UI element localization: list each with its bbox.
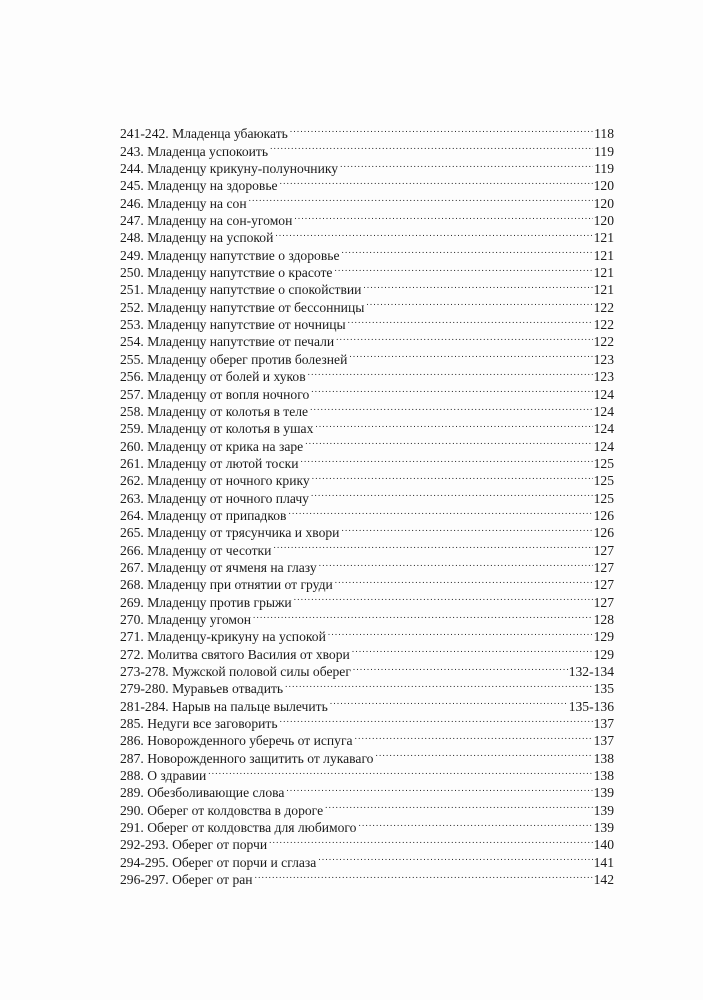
dot-leader	[308, 364, 593, 381]
dot-leader	[294, 208, 592, 225]
toc-entry-page-number: 138	[593, 750, 614, 766]
dot-leader	[294, 589, 593, 606]
dot-leader	[288, 503, 592, 520]
toc-entry-title: 247. Младенцу на сон-угомон	[120, 213, 293, 229]
toc-entry-title: 279-280. Муравьев отвадить	[120, 681, 284, 697]
toc-entry-page-number: 139	[593, 802, 614, 818]
dot-leader	[341, 520, 592, 537]
dot-leader	[275, 225, 592, 242]
toc-entry-page-number: 128	[593, 611, 614, 627]
dot-leader	[336, 329, 592, 346]
toc-entry-page-number: 120	[593, 195, 614, 211]
toc-entry-title: 290. Оберег от колдовства в дороге	[120, 802, 324, 818]
dot-leader	[301, 451, 593, 468]
toc-entry-title: 250. Младенцу напутствие о красоте	[120, 265, 333, 281]
table-of-contents	[120, 121, 614, 888]
toc-entry-title: 268. Младенцу при отнятии от груди	[120, 577, 333, 593]
toc-entry-title: 243. Младенца успокоить	[120, 143, 269, 159]
toc-entry-title: 253. Младенцу напутствие от ночницы	[120, 317, 346, 333]
dot-leader	[208, 763, 592, 780]
dot-leader	[312, 468, 593, 485]
toc-entry-title: 296-297. Оберег от ран	[120, 872, 253, 888]
dot-leader	[286, 780, 592, 797]
dot-leader	[319, 555, 593, 572]
dot-leader	[249, 190, 593, 207]
dot-leader	[352, 641, 593, 658]
dot-leader	[366, 294, 592, 311]
toc-entry-page-number: 119	[594, 161, 614, 177]
toc-entry-title: 291. Оберег от колдовства для любимого	[120, 820, 357, 836]
toc-entry-title: 244. Младенцу крикуну-полуночнику	[120, 161, 339, 177]
toc-entry-title: 252. Младенцу напутствие от бессонницы	[120, 299, 365, 315]
toc-entry-title: 241-242. Младенца убаюкать	[120, 126, 288, 142]
toc-entry-page-number: 121	[593, 265, 614, 281]
toc-entry-page-number: 120	[593, 213, 614, 229]
toc-entry-title: 292-293. Оберег от порчи	[120, 837, 268, 853]
toc-entry-page-number: 119	[594, 143, 614, 159]
dot-leader	[253, 607, 593, 624]
toc-entry-page-number: 125	[593, 490, 614, 506]
toc-entry-title: 263. Младенцу от ночного плачу	[120, 490, 309, 506]
toc-entry-page-number: 120	[593, 178, 614, 194]
toc-entry-title: 271. Младенцу-крикуну на успокой	[120, 629, 326, 645]
toc-entry-title: 246. Младенцу на сон	[120, 195, 247, 211]
toc-entry-title: 260. Младенцу от крика на заре	[120, 438, 304, 454]
toc-entry-title: 267. Младенцу от ячменя на глазу	[120, 559, 317, 575]
dot-leader	[311, 381, 592, 398]
dot-leader	[330, 693, 568, 710]
toc-entry-page-number: 126	[593, 525, 614, 541]
toc-entry-title: 255. Младенцу оберег против болезней	[120, 351, 348, 367]
toc-entry-page-number: 124	[593, 403, 614, 419]
toc-entry-page-number: 127	[593, 559, 614, 575]
toc-entry-title: 270. Младенцу угомон	[120, 611, 252, 627]
toc-entry-title: 248. Младенцу на успокой	[120, 230, 274, 246]
dot-leader	[280, 173, 593, 190]
dot-leader	[273, 537, 592, 554]
toc-entry-title: 264. Младенцу от припадков	[120, 507, 287, 523]
toc-entry-title: 289. Обезболивающие слова	[120, 785, 285, 801]
toc-entry-page-number: 122	[593, 317, 614, 333]
toc-entry-page-number: 127	[593, 594, 614, 610]
dot-leader	[335, 572, 593, 589]
toc-entry-page-number: 125	[593, 473, 614, 489]
dot-leader	[353, 659, 568, 676]
dot-leader	[285, 676, 592, 693]
dot-leader	[363, 277, 592, 294]
dot-leader	[269, 832, 593, 849]
toc-entry-page-number: 121	[593, 230, 614, 246]
toc-entry-title: 262. Младенцу от ночного крику	[120, 473, 310, 489]
toc-entry-page-number: 124	[593, 421, 614, 437]
toc-entry-title: 256. Младенцу от болей и хуков	[120, 369, 306, 385]
toc-entry-page-number: 129	[593, 629, 614, 645]
toc-entry-page-number: 125	[593, 455, 614, 471]
dot-leader	[318, 849, 592, 866]
toc-entry-title: 286. Новорожденного уберечь от испуга	[120, 733, 353, 749]
toc-entry-page-number: 127	[593, 542, 614, 558]
dot-leader	[290, 121, 593, 138]
toc-entry-title: 269. Младенцу против грыжи	[120, 594, 292, 610]
toc-entry-title: 265. Младенцу от трясунчика и хвори	[120, 525, 340, 541]
toc-entry-page-number: 140	[593, 837, 614, 853]
toc-entry-title: 251. Младенцу напутствие о спокойствии	[120, 282, 362, 298]
toc-entry-title: 258. Младенцу от колотья в теле	[120, 403, 309, 419]
toc-entry-page-number: 135-136	[568, 698, 614, 714]
toc-entry-page-number: 124	[593, 386, 614, 402]
dot-leader	[355, 728, 593, 745]
toc-entry-title: 287. Новорожденного защитить от лукаваго	[120, 750, 374, 766]
dot-leader	[310, 399, 593, 416]
toc-entry-page-number: 139	[593, 785, 614, 801]
toc-entry-title: 249. Младенцу напутствие о здоровье	[120, 247, 340, 263]
dot-leader	[305, 433, 592, 450]
toc-entry-page-number: 139	[593, 820, 614, 836]
toc-entry-page-number: 121	[593, 282, 614, 298]
toc-entry-title: 288. О здравии	[120, 768, 207, 784]
toc-entry-page-number: 135	[593, 681, 614, 697]
toc-entry-page-number: 123	[593, 369, 614, 385]
toc-entry-page-number: 122	[593, 334, 614, 350]
toc-entry-title: 266. Младенцу от чесотки	[120, 542, 272, 558]
toc-entry-title: 254. Младенцу напутствие от печали	[120, 334, 335, 350]
toc-entry-title: 294-295. Оберег от порчи и сглаза	[120, 854, 317, 870]
toc-entry-title: 273-278. Мужской половой силы оберег	[120, 664, 351, 679]
dot-leader	[375, 745, 592, 762]
toc-entry-page-number: 132-134	[568, 664, 614, 679]
toc-entry-page-number: 126	[593, 507, 614, 523]
toc-entry-title: 257. Младенцу от вопля ночного	[120, 386, 310, 402]
toc-entry-page-number: 124	[593, 438, 614, 454]
dot-leader	[334, 260, 592, 277]
toc-entry-title: 261. Младенцу от лютой тоски	[120, 455, 299, 471]
toc-entry-page-number: 138	[593, 768, 614, 784]
toc-entry	[120, 121, 614, 142]
toc-entry-page-number: 127	[593, 577, 614, 593]
dot-leader	[348, 312, 593, 329]
toc-entry-page-number: 137	[593, 733, 614, 749]
toc-entry-page-number: 118	[594, 126, 614, 142]
dot-leader	[325, 797, 593, 814]
toc-entry-page-number: 121	[593, 247, 614, 263]
dot-leader	[349, 346, 592, 363]
dot-leader	[315, 416, 592, 433]
dot-leader	[311, 485, 593, 502]
dot-leader	[280, 711, 593, 728]
dot-leader	[340, 156, 593, 173]
toc-entry-title: 245. Младенцу на здоровье	[120, 178, 278, 194]
toc-entry-title: 281-284. Нарыв на пальце вылечить	[120, 698, 328, 714]
toc-entry-page-number: 142	[593, 872, 614, 888]
dot-leader	[270, 138, 593, 155]
toc-entry-title: 272. Молитва святого Василия от хвори	[120, 646, 350, 662]
toc-entry-title: 259. Младенцу от колотья в ушах	[120, 421, 314, 437]
toc-entry-page-number: 137	[593, 716, 614, 732]
dot-leader	[255, 867, 593, 884]
dot-leader	[358, 815, 592, 832]
toc-entry-page-number: 123	[593, 351, 614, 367]
toc-entry-page-number: 129	[593, 646, 614, 662]
dot-leader	[328, 624, 593, 641]
toc-entry-title: 285. Недуги все заговорить	[120, 716, 278, 732]
toc-entry-page-number: 122	[593, 299, 614, 315]
dot-leader	[341, 242, 592, 259]
toc-entry-page-number: 141	[593, 854, 614, 870]
